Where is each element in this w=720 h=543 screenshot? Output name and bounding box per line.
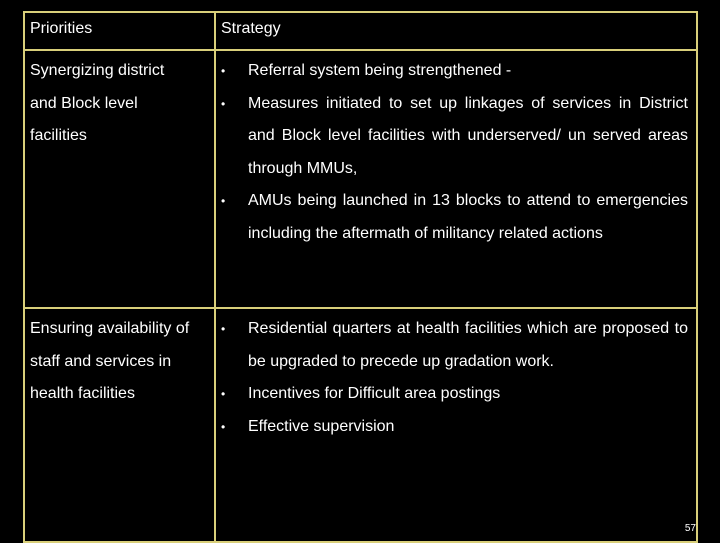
priorities-strategy-table — [23, 11, 698, 543]
strategy-text: Referral system being strengthened - — [248, 62, 512, 79]
strategy-item — [221, 378, 688, 411]
strategy-text: Effective supervision — [248, 417, 395, 435]
bullet-icon: • — [221, 194, 226, 208]
strategy-item — [221, 313, 688, 378]
strategy-item — [221, 88, 688, 186]
header-row — [24, 12, 697, 50]
table-row — [24, 308, 697, 542]
priority-line: staff and services in — [30, 352, 172, 370]
bullet-icon: • — [221, 419, 226, 434]
page-number: 57 — [684, 523, 696, 534]
strategy-list — [221, 55, 688, 250]
priority-line: health facilities — [30, 385, 135, 402]
strategy-item — [221, 411, 688, 444]
priority-cell — [24, 308, 215, 542]
bullet-icon: • — [221, 387, 226, 401]
strategy-text: Residential quarters at health facilities which are proposed to be upgraded to precede up gradation work. — [248, 320, 688, 370]
bullet-icon: • — [221, 96, 226, 111]
strategy-item — [221, 55, 688, 88]
priority-line: facilities — [30, 127, 87, 144]
priority-line: Ensuring availability of — [30, 320, 190, 337]
priorities-header: Priorities — [24, 12, 215, 50]
strategy-header: Strategy — [215, 12, 697, 50]
strategy-text: AMUs being launched in 13 blocks to attend to emergencies including the aftermath of militancy related actions — [248, 192, 688, 242]
bullet-icon: • — [221, 64, 226, 78]
strategy-cell — [215, 308, 697, 542]
strategy-list — [221, 313, 688, 443]
bullet-icon: • — [221, 322, 226, 336]
strategy-item — [221, 185, 688, 250]
table-row — [24, 50, 697, 308]
priority-cell — [24, 50, 215, 308]
strategy-cell — [215, 50, 697, 308]
strategy-text: Measures initiated to set up linkages of services in District and Block level facilities with underserved/ un served areas through MMUs, — [248, 94, 688, 177]
strategy-text: Incentives for Difficult area postings — [248, 385, 501, 402]
priority-line: Synergizing district — [30, 62, 165, 79]
priority-line: and Block level — [30, 94, 138, 112]
